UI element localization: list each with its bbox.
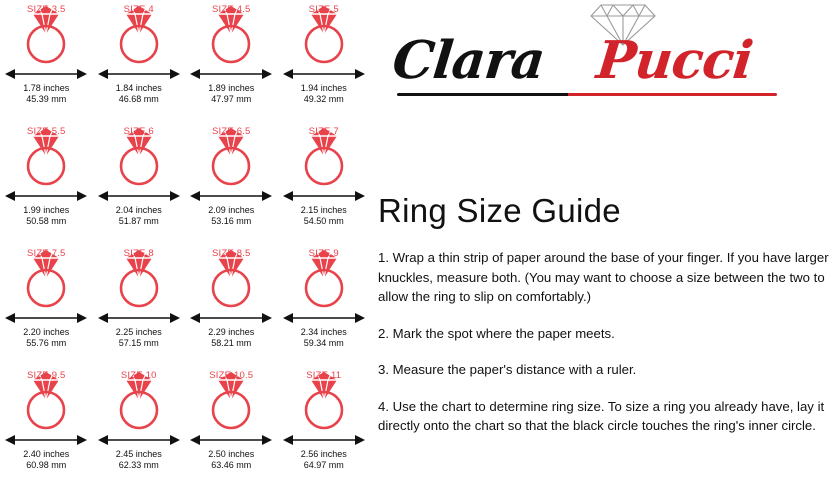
page-title: Ring Size Guide: [378, 192, 621, 229]
ring-illustration: [284, 126, 364, 188]
ring-size-cell[interactable]: [0, 4, 93, 126]
ring-inches: 2.40 inches: [23, 449, 70, 459]
ring-size-label: SIZE 8.5: [211, 248, 251, 259]
ring-size-label: SIZE 7.5: [26, 248, 66, 259]
ring-inches: 1.78 inches: [23, 83, 70, 93]
measure-arrow-icon: [283, 188, 365, 204]
ring-illustration: [6, 248, 86, 310]
measure-arrow-icon: [5, 310, 87, 326]
ring-illustration: [284, 248, 364, 310]
ring-illustration: [191, 4, 271, 66]
ring-size-label: SIZE 3.5: [26, 4, 66, 15]
ring-measurements: [116, 83, 162, 105]
measure-arrow-icon: [98, 66, 180, 82]
ring-illustration: [99, 126, 179, 188]
brand-logo: [375, 0, 835, 110]
ring-millimeters: 47.97 mm: [211, 94, 252, 104]
ring-inches: 1.84 inches: [115, 83, 162, 93]
ring-illustration: [284, 4, 364, 66]
ring-inches: 2.04 inches: [115, 205, 162, 215]
ring-inches: 2.45 inches: [115, 449, 162, 459]
ring-illustration: [284, 370, 364, 432]
size-row: [0, 126, 370, 248]
ring-illustration: [191, 248, 271, 310]
ring-size-cell[interactable]: [93, 370, 186, 492]
ring-millimeters: 62.33 mm: [118, 460, 159, 470]
ring-illustration: [191, 370, 271, 432]
measure-arrow-icon: [5, 432, 87, 448]
ring-size-cell[interactable]: [185, 126, 278, 248]
ring-size-chart: [0, 0, 370, 501]
ring-millimeters: 54.50 mm: [303, 216, 344, 226]
ring-size-cell[interactable]: [278, 248, 371, 370]
ring-size-cell[interactable]: [93, 4, 186, 126]
measure-arrow-icon: [5, 188, 87, 204]
ring-measurements: [23, 449, 69, 471]
measure-arrow-icon: [98, 188, 180, 204]
ring-illustration: [99, 370, 179, 432]
ring-measurements: [116, 327, 162, 349]
ring-millimeters: 57.15 mm: [118, 338, 159, 348]
brand-name-first: Clara: [389, 30, 548, 91]
ring-size-cell[interactable]: [0, 126, 93, 248]
right-panel: [370, 0, 839, 501]
ring-size-cell[interactable]: [93, 126, 186, 248]
instruction-step: 2. Mark the spot where the paper meets.: [378, 325, 615, 341]
ring-size-label: SIZE 5.5: [26, 126, 66, 137]
ring-inches: 1.94 inches: [300, 83, 347, 93]
ring-size-label: SIZE 11: [306, 370, 342, 381]
ring-measurements: [301, 449, 347, 471]
ring-measurements: [116, 449, 162, 471]
ring-millimeters: 60.98 mm: [26, 460, 67, 470]
ring-size-label: SIZE 8: [123, 248, 154, 259]
instruction-steps: [378, 248, 830, 453]
instruction-step: 1. Wrap a thin strip of paper around the base of your finger. If you have larger knuckles, measure both. (You may want to choose a size between the two to allow the ring to slip on comfortably.): [378, 250, 829, 304]
ring-size-label: SIZE 4: [123, 4, 154, 15]
ring-measurements: [301, 83, 347, 105]
ring-size-cell[interactable]: [185, 248, 278, 370]
measure-arrow-icon: [5, 66, 87, 82]
ring-size-label: SIZE 6.5: [211, 126, 251, 137]
ring-size-cell[interactable]: [278, 370, 371, 492]
ring-measurements: [208, 327, 254, 349]
measure-arrow-icon: [283, 310, 365, 326]
ring-inches: 2.20 inches: [23, 327, 70, 337]
ring-size-label: SIZE 10: [120, 370, 157, 381]
measure-arrow-icon: [190, 66, 272, 82]
instruction-step: 4. Use the chart to determine ring size. To size a ring you already have, lay it directly onto the chart so that the black circle touches the ring's inner circle.: [378, 398, 825, 433]
ring-millimeters: 45.39 mm: [26, 94, 67, 104]
ring-size-cell[interactable]: [278, 126, 371, 248]
ring-illustration: [6, 126, 86, 188]
ring-measurements: [23, 205, 69, 227]
ring-size-cell[interactable]: [0, 248, 93, 370]
ring-size-label: SIZE 5: [308, 4, 339, 15]
ring-measurements: [23, 327, 69, 349]
ring-inches: 2.34 inches: [300, 327, 347, 337]
ring-size-label: SIZE 10.5: [209, 370, 254, 381]
ring-millimeters: 51.87 mm: [118, 216, 159, 226]
ring-size-label: SIZE 4.5: [211, 4, 251, 15]
ring-inches: 2.15 inches: [300, 205, 347, 215]
ring-illustration: [191, 126, 271, 188]
ring-millimeters: 50.58 mm: [26, 216, 67, 226]
measure-arrow-icon: [283, 432, 365, 448]
ring-millimeters: 64.97 mm: [303, 460, 344, 470]
ring-millimeters: 63.46 mm: [211, 460, 252, 470]
ring-measurements: [301, 205, 347, 227]
ring-inches: 2.29 inches: [208, 327, 255, 337]
ring-illustration: [99, 248, 179, 310]
instruction-step: 3. Measure the paper's distance with a ruler.: [378, 362, 637, 377]
ring-size-label: SIZE 9.5: [26, 370, 66, 381]
ring-inches: 2.50 inches: [208, 449, 255, 459]
brand-name-last: Pucci: [593, 30, 756, 91]
ring-millimeters: 49.32 mm: [303, 94, 344, 104]
measure-arrow-icon: [190, 188, 272, 204]
ring-size-cell[interactable]: [185, 370, 278, 492]
ring-inches: 1.99 inches: [23, 205, 70, 215]
measure-arrow-icon: [190, 310, 272, 326]
logo-underline: [397, 93, 777, 96]
ring-measurements: [116, 205, 162, 227]
measure-arrow-icon: [190, 432, 272, 448]
ring-inches: 1.89 inches: [208, 83, 255, 93]
ring-millimeters: 53.16 mm: [211, 216, 252, 226]
measure-arrow-icon: [98, 432, 180, 448]
ring-millimeters: 55.76 mm: [26, 338, 67, 348]
ring-measurements: [208, 205, 254, 227]
size-row: [0, 370, 370, 492]
ring-size-label: SIZE 9: [308, 248, 339, 259]
measure-arrow-icon: [283, 66, 365, 82]
ring-size-label: SIZE 7: [308, 126, 339, 137]
ring-measurements: [301, 327, 347, 349]
ring-size-cell[interactable]: [278, 4, 371, 126]
ring-inches: 2.09 inches: [208, 205, 255, 215]
ring-millimeters: 46.68 mm: [118, 94, 159, 104]
ring-inches: 2.25 inches: [115, 327, 162, 337]
ring-inches: 2.56 inches: [300, 449, 347, 459]
ring-size-label: SIZE 6: [123, 126, 154, 137]
ring-measurements: [208, 83, 254, 105]
ring-millimeters: 58.21 mm: [211, 338, 252, 348]
ring-illustration: [99, 4, 179, 66]
ring-illustration: [6, 370, 86, 432]
ring-illustration: [6, 4, 86, 66]
size-row: [0, 4, 370, 126]
ring-millimeters: 59.34 mm: [303, 338, 344, 348]
ring-size-cell[interactable]: [93, 248, 186, 370]
ring-size-cell[interactable]: [0, 370, 93, 492]
ring-measurements: [208, 449, 254, 471]
size-row: [0, 248, 370, 370]
measure-arrow-icon: [98, 310, 180, 326]
ring-measurements: [23, 83, 69, 105]
ring-size-cell[interactable]: [185, 4, 278, 126]
